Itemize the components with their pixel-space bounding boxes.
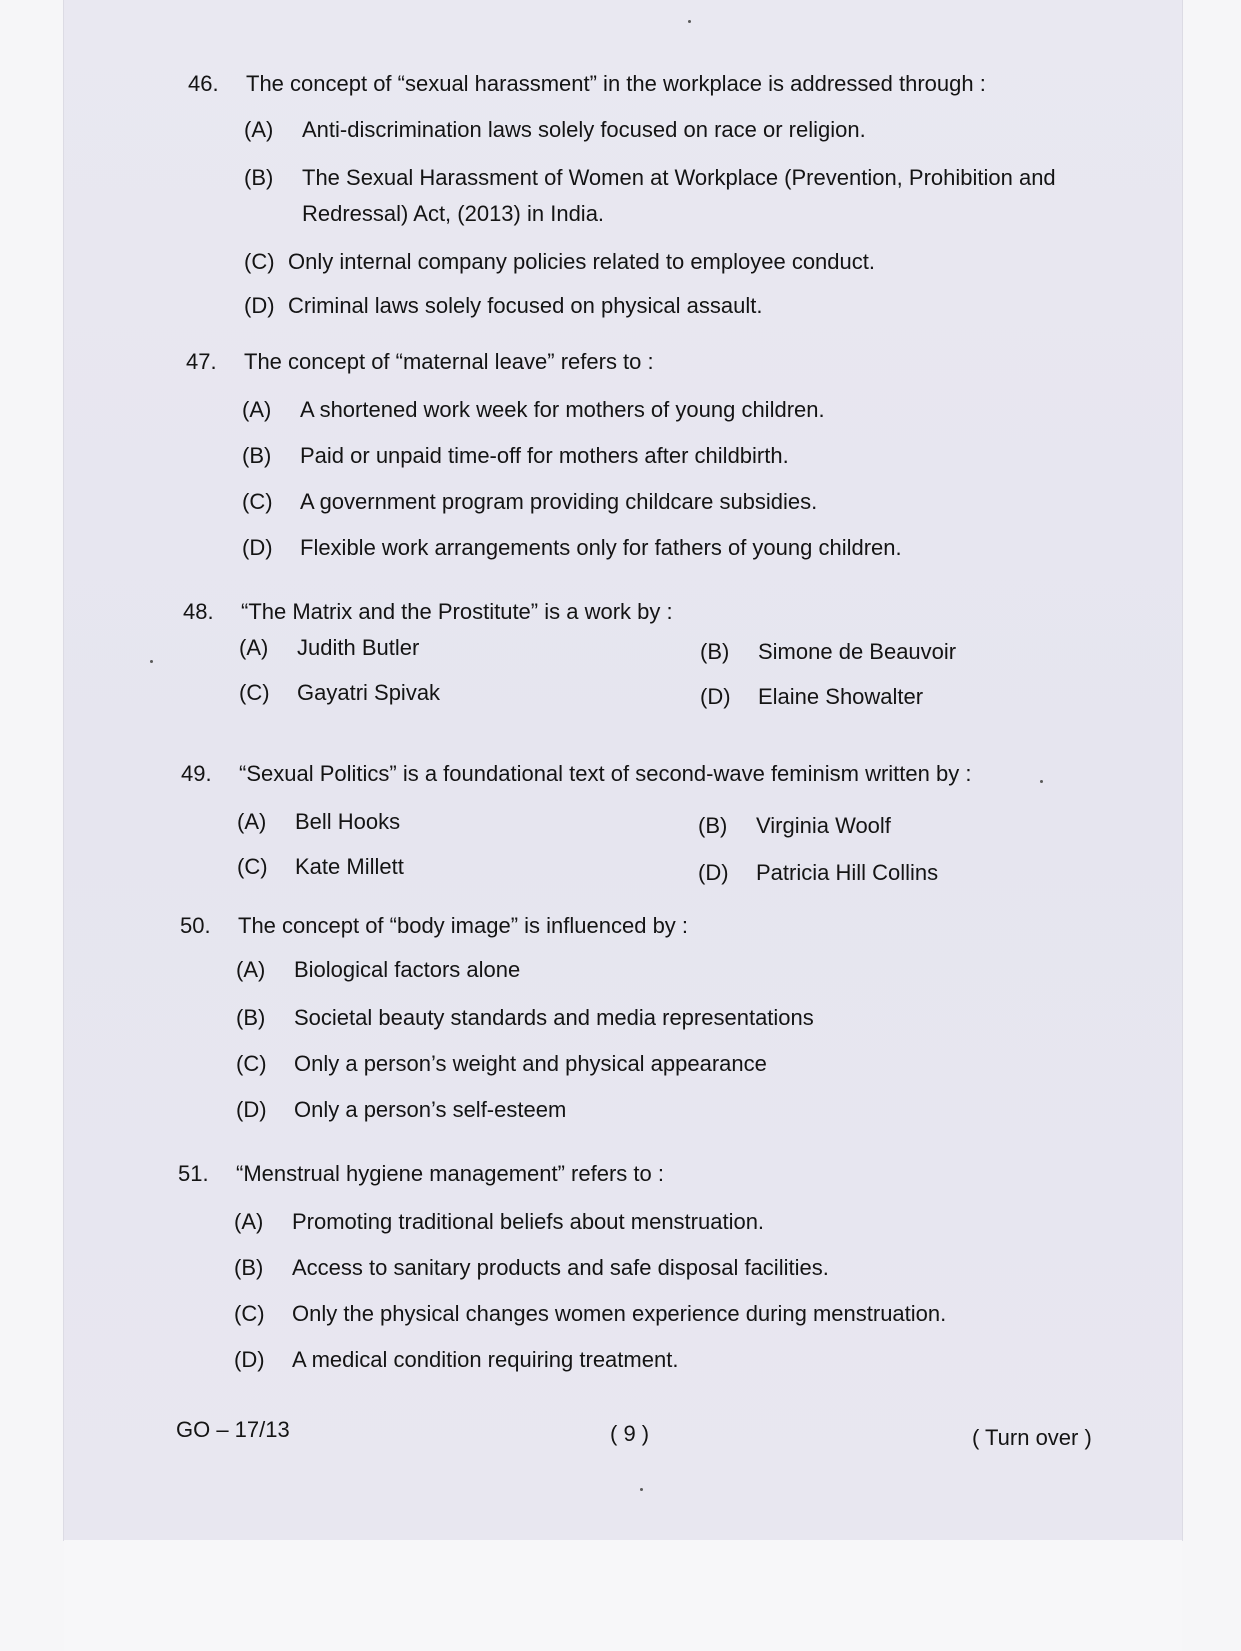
option-label: (C)	[244, 249, 275, 274]
option-label: (B)	[700, 639, 730, 664]
option-text: Patricia Hill Collins	[756, 860, 939, 885]
option-text: Access to sanitary products and safe disposal facilities.	[292, 1255, 829, 1280]
option-text: Only internal company policies related to employee conduct.	[288, 249, 875, 274]
option-label: (D)	[234, 1347, 265, 1372]
option-label: (A)	[236, 957, 266, 982]
question-number: 48.	[183, 599, 214, 624]
option-label: (B)	[698, 813, 728, 838]
option-label: (D)	[700, 684, 731, 709]
option-label: (A)	[234, 1209, 264, 1234]
option-label: (D)	[698, 860, 729, 885]
scan-margin	[64, 1540, 1182, 1651]
option-label: (C)	[234, 1301, 265, 1326]
scan-speck	[150, 660, 153, 663]
option-label: (A)	[239, 635, 269, 660]
option-text: Only a person’s self-esteem	[294, 1097, 567, 1122]
option-text: Gayatri Spivak	[297, 680, 441, 705]
scan-speck	[640, 1488, 643, 1491]
option-label: (D)	[244, 293, 275, 318]
option-text: Biological factors alone	[294, 957, 521, 982]
option-text: Paid or unpaid time-off for mothers after childbirth.	[300, 443, 789, 468]
option-text: The Sexual Harassment of Women at Workplace (Prevention, Prohibition and	[302, 165, 1056, 190]
option-text: Criminal laws solely focused on physical assault.	[288, 293, 763, 318]
option-text: A shortened work week for mothers of young children.	[300, 397, 825, 422]
question-number: 50.	[180, 913, 211, 938]
option-text: Elaine Showalter	[758, 684, 924, 709]
option-text: Only a person’s weight and physical appearance	[294, 1051, 767, 1076]
question-stem: “Sexual Politics” is a foundational text of second-wave feminism written by :	[239, 761, 972, 786]
option-text: Anti-discrimination laws solely focused on race or religion.	[302, 117, 866, 142]
question-number: 51.	[178, 1161, 209, 1186]
option-label: (A)	[237, 809, 267, 834]
question-stem: “Menstrual hygiene management” refers to :	[236, 1161, 664, 1186]
option-label: (B)	[234, 1255, 264, 1280]
footer-code: GO – 17/13	[176, 1417, 290, 1442]
question-number: 46.	[188, 71, 219, 96]
option-label: (D)	[242, 535, 273, 560]
footer-page-number: ( 9 )	[610, 1421, 650, 1446]
option-text: Promoting traditional beliefs about menstruation.	[292, 1209, 765, 1234]
question-stem: The concept of “maternal leave” refers to :	[244, 349, 654, 374]
question-number: 47.	[186, 349, 217, 374]
option-text: Judith Butler	[297, 635, 420, 660]
scan-speck	[688, 20, 691, 23]
option-text: Societal beauty standards and media representations	[294, 1005, 814, 1030]
option-label: (C)	[237, 854, 268, 879]
option-label: (C)	[242, 489, 273, 514]
option-label: (C)	[239, 680, 270, 705]
option-text-continued: Redressal) Act, (2013) in India.	[302, 201, 605, 226]
option-label: (B)	[236, 1005, 266, 1030]
option-text: Only the physical changes women experience during menstruation.	[292, 1301, 947, 1326]
scan-speck	[1040, 780, 1043, 783]
footer-turn-over: ( Turn over )	[972, 1425, 1092, 1450]
question-stem: “The Matrix and the Prostitute” is a work by :	[241, 599, 673, 624]
option-label: (D)	[236, 1097, 267, 1122]
question-stem: The concept of “body image” is influenced by :	[238, 913, 689, 938]
question-stem: The concept of “sexual harassment” in the workplace is addressed through :	[246, 71, 986, 96]
option-label: (B)	[242, 443, 272, 468]
option-label: (A)	[242, 397, 272, 422]
option-text: Flexible work arrangements only for fathers of young children.	[300, 535, 902, 560]
option-label: (B)	[244, 165, 274, 190]
option-label: (C)	[236, 1051, 267, 1076]
option-text: Simone de Beauvoir	[758, 639, 957, 664]
option-text: A government program providing childcare subsidies.	[300, 489, 818, 514]
option-text: Bell Hooks	[295, 809, 401, 834]
option-text: Virginia Woolf	[756, 813, 891, 838]
option-text: A medical condition requiring treatment.	[292, 1347, 679, 1372]
option-text: Kate Millett	[295, 854, 404, 879]
question-number: 49.	[181, 761, 212, 786]
option-label: (A)	[244, 117, 274, 142]
